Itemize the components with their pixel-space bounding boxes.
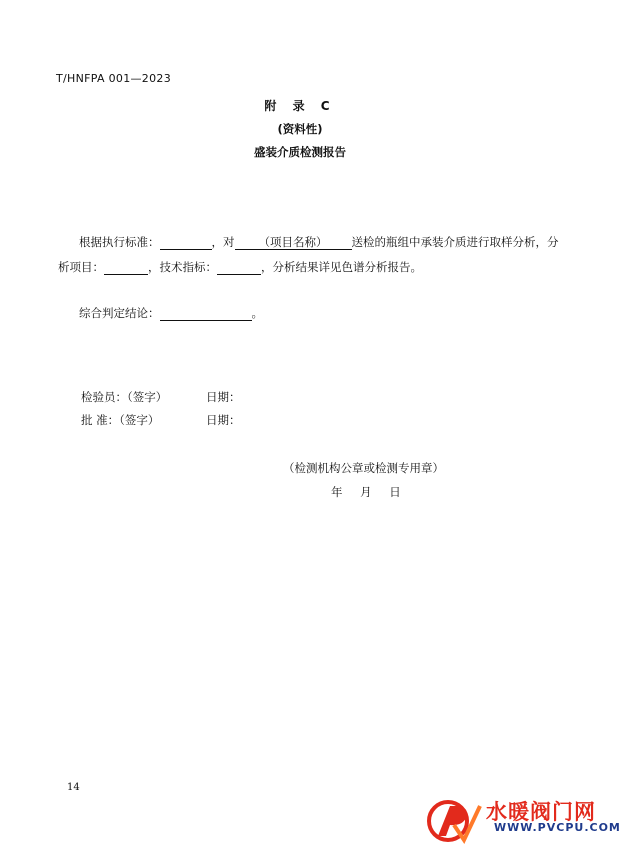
seal-text: （检测机构公章或检测专用章） (283, 461, 444, 475)
watermark-name: 水暖阀门网 (486, 800, 596, 824)
line2-text-a: 析项目： (58, 260, 104, 274)
standard-code: T/HNFPA 001—2023 (56, 72, 171, 85)
approver-signature-label: 批 准：（签字） (81, 413, 160, 427)
inspector-signature-label: 检验员：（签字） (81, 390, 168, 404)
line1-text-b: ，对 (211, 235, 235, 249)
stamp-date: 年 月 日 (331, 485, 401, 499)
appendix-nature: (资料性) (277, 122, 323, 136)
report-title: 盛装介质检测报告 (254, 145, 346, 159)
body-line-2 (58, 259, 422, 275)
conclusion-end: 。 (251, 306, 263, 320)
line1-text-a: 根据执行标准： (79, 235, 160, 249)
approver-date-label: 日期： (206, 413, 241, 427)
appendix-label: 附 录 C (264, 99, 336, 113)
analysis-items-blank[interactable] (104, 262, 148, 275)
standard-blank[interactable] (160, 237, 212, 250)
item-name-blank-tail[interactable] (328, 237, 352, 250)
conclusion-label: 综合判定结论： (79, 306, 160, 320)
line2-text-c: ，分析结果详见色谱分析报告。 (261, 260, 422, 274)
conclusion-blank[interactable] (160, 308, 252, 321)
line1-text-c: 送检的瓶组中承装介质进行取样分析，分 (351, 235, 559, 249)
inspector-date-label: 日期： (206, 390, 241, 404)
line2-text-b: ，技术指标： (148, 260, 217, 274)
body-line-1 (79, 234, 559, 250)
watermark-url: WWW.PVCPU.COM (494, 821, 621, 834)
page-number: 14 (67, 782, 80, 793)
conclusion-line (79, 305, 263, 321)
technical-index-blank[interactable] (217, 262, 261, 275)
item-name: （项目名称） (235, 235, 328, 250)
watermark-logo-icon (424, 798, 484, 848)
